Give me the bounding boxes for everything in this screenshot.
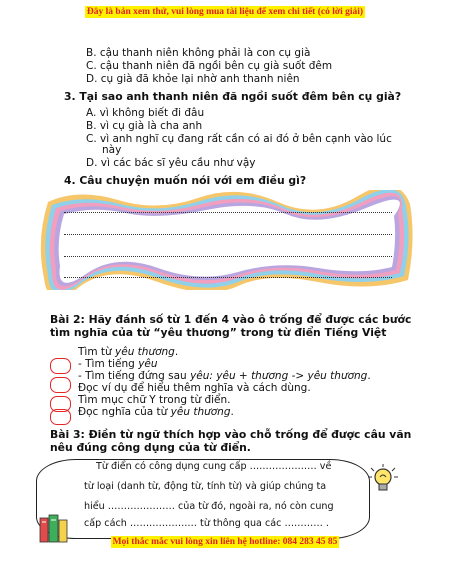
bai3-line-4: cấp cách ………………… từ thông qua các ………… . [84, 518, 329, 529]
decorative-answer-frame [38, 190, 414, 290]
q3-option-c: C. vì anh nghĩ cụ đang rất cần có ai đó ở bên cạnh vào lúc [86, 133, 392, 145]
answer-line-4[interactable] [64, 277, 392, 278]
bai3-line-2: từ loại (danh từ, động từ, tính từ) và giúp chúng ta [84, 481, 327, 492]
q2-option-b: B. cậu thanh niên không phải là con cụ già [86, 47, 311, 59]
answer-box-2[interactable] [50, 377, 71, 393]
lightbulb-icon [368, 463, 398, 499]
q3-title: 3. Tại sao anh thanh niên đã ngồi suốt đêm bên cụ già? [64, 90, 402, 103]
answer-box-4[interactable] [50, 409, 71, 425]
answer-line-3[interactable] [64, 256, 392, 257]
bai2-step-5: Tìm mục chữ Y trong từ điển. [78, 394, 231, 406]
bai3-line-3: hiểu ………………… của từ đó, ngoài ra, nó còn cung [84, 501, 334, 512]
footer-banner-text: Mọi thắc mắc vui lòng xin liên hệ hotline: 084 283 45 85 [112, 537, 338, 547]
bai2-step-2: - Tìm tiếng yêu [78, 358, 158, 370]
bai2-step-4: Đọc ví dụ để hiểu thêm nghĩa và cách dùng. [78, 382, 311, 394]
q3-option-c-cont: này [102, 144, 122, 156]
q2-option-d: D. cụ già đã khỏe lại nhờ anh thanh niên [86, 73, 300, 85]
answer-line-1[interactable] [64, 212, 392, 213]
q3-option-b: B. vì cụ già là cha anh [86, 120, 203, 132]
bai2-title-line2: tìm nghĩa của từ “yêu thương” trong từ điển Tiếng Việt [50, 326, 387, 339]
q3-option-d: D. vì các bác sĩ yêu cầu như vậy [86, 157, 256, 169]
answer-box-1[interactable] [50, 358, 71, 374]
bai2-step-1: Tìm từ yêu thương. [78, 346, 179, 358]
bai2-step-6: Đọc nghĩa của từ yêu thương. [78, 406, 234, 418]
bai3-title-line2: nêu đúng công dụng của từ điển. [50, 441, 251, 454]
header-banner-text: Đây là bản xem thử, vui lòng mua tài liệu để xem chi tiết (có lời giải) [86, 7, 364, 17]
q3-option-a: A. vì không biết đi đâu [86, 107, 205, 119]
q2-option-c: C. cậu thanh niên đã ngồi bên cụ già suốt đêm [86, 60, 333, 72]
bai3-title-line1: Bài 3: Điền từ ngữ thích hợp vào chỗ trống để được câu văn [50, 428, 412, 441]
bai2-step-3: - Tìm tiếng đứng sau yêu: yêu + thương -> yêu thương. [78, 370, 371, 382]
header-banner [0, 7, 450, 17]
bai3-line-1: Từ điển có công dụng cung cấp ………………… về [96, 461, 332, 472]
q4-title: 4. Câu chuyện muốn nói với em điều gì? [64, 174, 307, 187]
bai2-title-line1: Bài 2: Hãy đánh số từ 1 đến 4 vào ô trống để được các bước [50, 313, 412, 326]
footer-banner [0, 537, 450, 547]
answer-line-2[interactable] [64, 234, 392, 235]
